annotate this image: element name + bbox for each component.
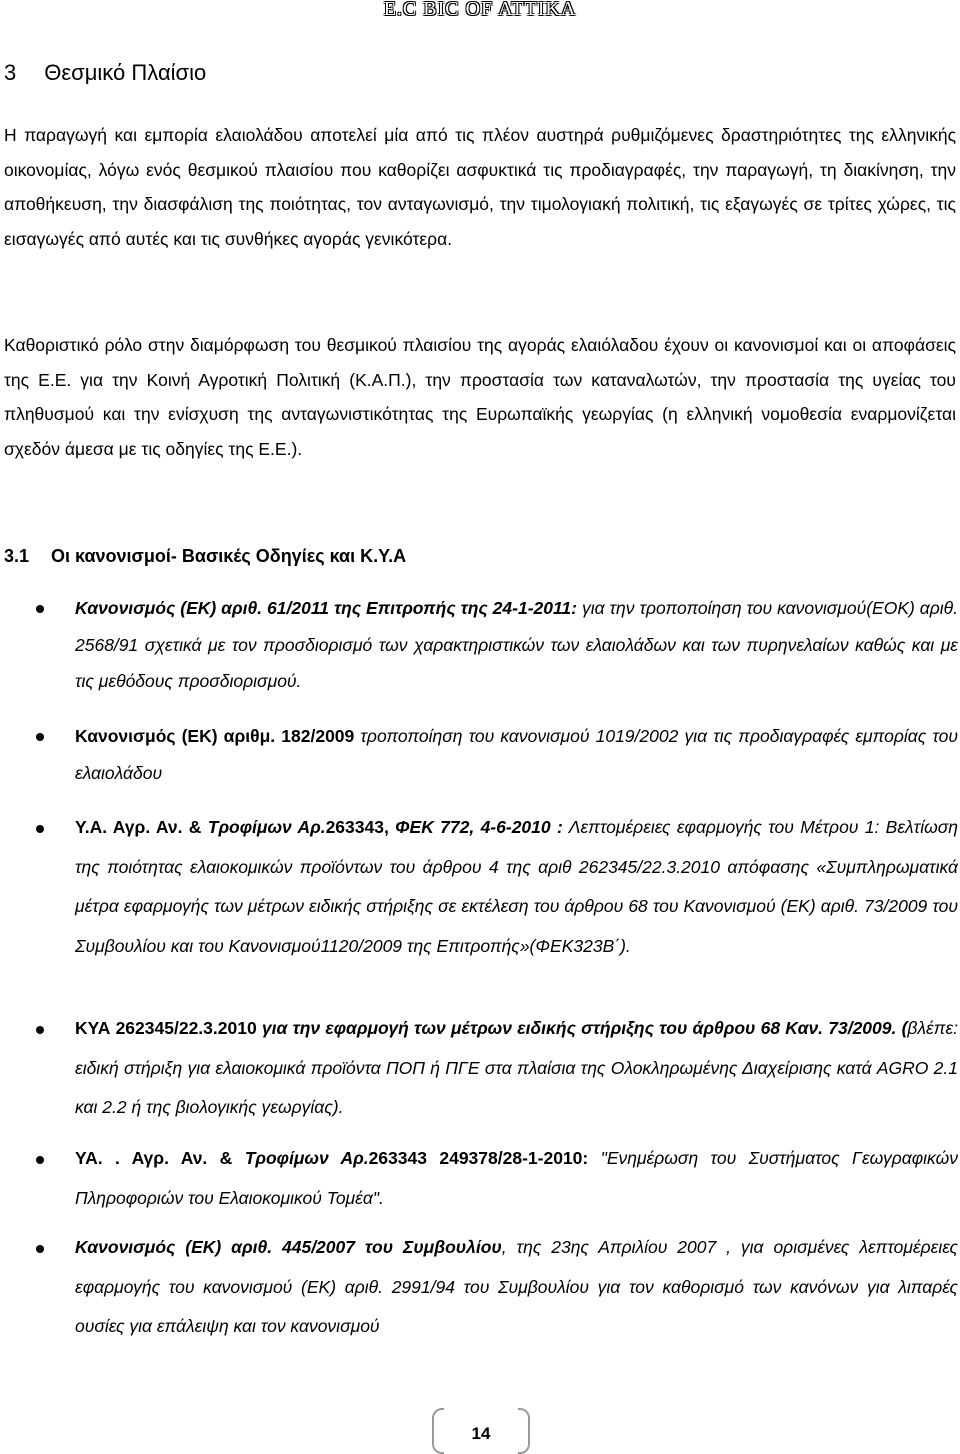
item-text-part: Τροφίμων Αρ. <box>207 817 326 837</box>
paragraph-intro: Η παραγωγή και εμπορία ελαιολάδου αποτελεί μία από τις πλέον αυστηρά ρυθμιζόμενες δραστηριότητες της ελληνικής οικονομίας, λόγω ενός θεσμικού πλαισίου που καθορίζει ασφυκτικά τις προδιαγραφές, την παραγωγή, τη διακίνηση, την αποθήκευση, την διασφάλιση της ποιότητας, τον ανταγωνισμό, την τιμολογιακή πολιτική, τις εξαγωγές σε τρίτες χώρες, τις εισαγωγές από αυτές και τις συνθήκες αγοράς γενικότερα. <box>4 125 956 249</box>
subsection-number: 3.1 <box>4 546 30 566</box>
regulation-item <box>75 590 958 700</box>
bullet-icon <box>36 605 44 613</box>
section-heading <box>4 60 206 86</box>
page-header <box>0 0 960 20</box>
item-text-part: 263343 249378/28-1-2010: <box>368 1148 589 1168</box>
header-title: E.C BIC OF ATTIKA <box>383 0 577 20</box>
bullet-icon <box>36 1026 44 1034</box>
item-text-part: Κανονισμός (ΕΚ) αριθ. 61/2011 της Επιτροπής της 24-1-2011: <box>75 598 577 618</box>
item-text-part: τροποποίηση του κανονισμού 1019/2002 για τις προδιαγραφές εμπορίας του ελαιολάδου <box>75 726 958 783</box>
item-text-part: Λεπτομέρειες εφαρμογής του Μέτρου 1: Βελτίωση της ποιότητας ελαιοκομικών προϊόντων του άρθρου 4 της αριθ 262345/22.3.2010 απόφασης «Συμπληρωματικά μέτρα εφαρμογής των μέτρων ειδικής στήριξης σε εκτέλεση του άρθρου 68 του Κανονισμού (ΕΚ) αριθ. 73/2009 του Συμβουλίου και του Κανονισμού1120/2009 της Επιτροπής»(ΦΕΚ323Β΄). <box>75 817 958 956</box>
item-text-part: 263343, <box>325 817 396 837</box>
item-text-part: , της 23ης Απριλίου 2007 , για ορισμένες λεπτομέρειες εφαρμογής του κανονισμού (ΕΚ) αριθ. 2991/94 του Συμβουλίου για τον καθορισμό των κανόνων για λιπαρές ουσίες για επάλειψη και τον κανονισμού <box>75 1237 958 1336</box>
item-text-part: για την τροποποίηση του κανονισμού(ΕΟΚ) αριθ. 2568/91 σχετικά με τον προσδιορισμό των χαρακτηριστικών των ελαιολάδων και των πυρηνελαίων καθώς και με τις μεθόδους προσδιορισμού. <box>75 598 959 691</box>
bullet-icon <box>36 1245 44 1253</box>
paragraph-framework: Καθοριστικό ρόλο στην διαμόρφωση του θεσμικού πλαισίου της αγοράς ελαιόλαδου έχουν οι κανονισμοί και οι αποφάσεις της Ε.Ε. για την Κοινή Αγροτική Πολιτική (Κ.Α.Π.), την προστασία των καταναλωτών, την προστασία της υγείας του πληθυσμού και την ενίσχυση της ανταγωνιστικότητας της Ευρωπαϊκής γεωργίας (η ελληνική νομοθεσία εναρμονίζεται σχεδόν άμεσα με τις οδηγίες της Ε.Ε.). <box>4 335 956 459</box>
section-number: 3 <box>4 60 17 85</box>
regulation-item <box>75 1009 958 1128</box>
regulation-item <box>75 1139 958 1218</box>
bullet-icon <box>36 1156 44 1164</box>
item-text-part: Υ.Α. Αγρ. Αν. & <box>75 817 208 837</box>
subsection-title: Οι κανονισμοί- Βασικές Οδηγίες και Κ.Υ.Α <box>51 546 407 566</box>
regulation-item <box>75 1228 958 1347</box>
item-text-part: Κανονισμός (ΕΚ) αριθ. 445/2007 του Συμβουλίου <box>75 1237 502 1257</box>
item-text-part: ΥΑ. . Αγρ. Αν. & <box>75 1148 245 1168</box>
item-text-part: βλέπε: ειδική στήριξη για ελαιοκομικά προϊόντα ΠΟΠ ή ΠΓΕ στα πλαίσια της Ολοκληρωμένης Διαχείρισης κατά AGRO 2.1 και 2.2 ή της βιολογικής γεωργίας). <box>75 1018 958 1117</box>
regulation-item <box>75 808 958 966</box>
item-text-part: Τροφίμων Αρ. <box>244 1148 369 1168</box>
item-text-part: για την εφαρμογή των μέτρων ειδικής στήριξης του άρθρου 68 Καν. 73/2009. ( <box>261 1018 908 1038</box>
subsection-heading <box>4 546 406 567</box>
item-text-part: Κανονισμός (ΕΚ) αριθμ. 182/2009 <box>75 726 355 746</box>
page-number-box <box>432 1408 530 1450</box>
section-title: Θεσμικό Πλαίσιο <box>44 60 207 85</box>
page-number: 14 <box>471 1424 491 1443</box>
item-text-part: "Ενημέρωση του Συστήματος Γεωγραφικών Πληροφοριών του Ελαιοκομικού Τομέα". <box>75 1148 958 1208</box>
item-text-part: ΚΥΑ 262345/22.3.2010 <box>75 1018 262 1038</box>
bullet-icon <box>36 733 44 741</box>
item-text-part: ΦΕΚ 772, 4-6-2010 : <box>395 817 563 837</box>
bullet-icon <box>36 825 44 833</box>
regulation-item <box>75 718 958 791</box>
